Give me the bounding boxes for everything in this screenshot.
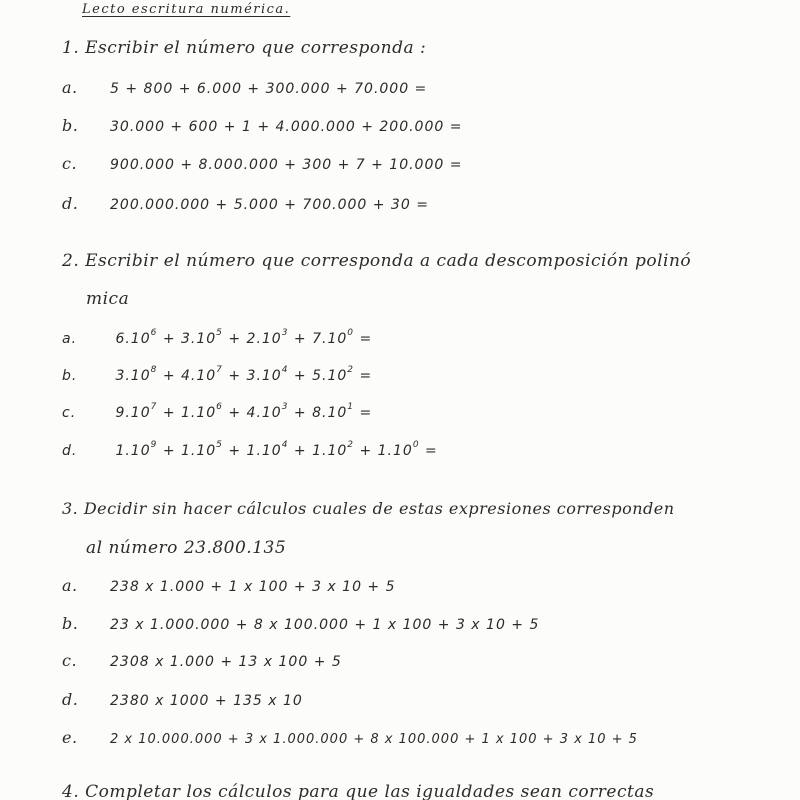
item-label: c. (62, 405, 77, 421)
section-2-item-b (62, 366, 372, 386)
term: + 1.10 (359, 443, 413, 459)
exponent: 9 (150, 440, 158, 450)
item-label: d. (62, 194, 79, 213)
item-expression: 2 x 10.000.000 + 3 x 1.000.000 + 8 x 100.000 + 1 x 100 + 3 x 10 + 5 (110, 732, 638, 747)
term: + 3.10 (228, 368, 282, 384)
section-3-item-c (62, 651, 342, 672)
item-label: d. (62, 443, 78, 459)
exponent: 5 (216, 440, 223, 450)
section-3-item-b (62, 614, 539, 635)
item-label: d. (62, 690, 79, 709)
equals-sign: = (359, 331, 373, 347)
exponent: 6 (216, 402, 223, 412)
item-label: a. (62, 576, 78, 595)
item-expression: 238 x 1.000 + 1 x 100 + 3 x 10 + 5 (110, 579, 396, 595)
exponent: 7 (150, 402, 158, 412)
term: + 1.10 (293, 443, 348, 459)
term: + 3.10 (162, 331, 217, 347)
exponent: 4 (281, 440, 289, 450)
term: + 5.10 (293, 368, 348, 384)
section-2-item-a (62, 329, 372, 349)
exponent: 2 (347, 440, 354, 450)
section-1-item-c (62, 154, 462, 175)
item-expression: 900.000 + 8.000.000 + 300 + 7 + 10.000 = (110, 157, 463, 173)
item-label: b. (62, 368, 78, 384)
section-3-item-a (62, 576, 396, 597)
term: + 8.10 (293, 405, 348, 421)
item-expression: 2308 x 1.000 + 13 x 100 + 5 (110, 654, 342, 670)
exponent: 4 (281, 365, 289, 375)
item-label: b. (62, 614, 79, 633)
exponent: 0 (412, 440, 420, 450)
equals-sign: = (359, 405, 373, 421)
term: + 4.10 (162, 368, 217, 384)
section-2-heading-line-1: 2. Escribir el número que corresponda a cada descomposición polinó (62, 251, 692, 271)
exponent: 3 (281, 402, 289, 412)
item-label: a. (62, 331, 78, 347)
exponent: 6 (150, 328, 158, 338)
term: 1.10 (115, 443, 151, 459)
item-label: c. (62, 154, 78, 173)
item-label: a. (62, 78, 78, 97)
section-1-item-b (62, 116, 462, 137)
section-3-item-d (62, 690, 303, 711)
exponent: 7 (216, 365, 223, 375)
section-3-heading-line-1: 3. Decidir sin hacer cálculos cuales de estas expresiones corresponden (62, 499, 675, 518)
section-1-item-a (62, 78, 427, 99)
exponent: 1 (347, 402, 354, 412)
page-title: Lecto escritura numérica. (82, 2, 291, 17)
term: + 2.10 (228, 331, 282, 347)
exponent: 8 (150, 365, 158, 375)
item-label: c. (62, 651, 78, 670)
item-label: e. (62, 728, 78, 747)
term: 9.10 (115, 405, 151, 421)
equals-sign: = (425, 443, 438, 459)
term: + 1.10 (162, 405, 217, 421)
item-expression: 30.000 + 600 + 1 + 4.000.000 + 200.000 = (110, 119, 463, 135)
item-expression: 200.000.000 + 5.000 + 700.000 + 30 = (110, 197, 429, 213)
section-2-heading-line-2: mica (86, 289, 130, 309)
section-3-item-e (62, 728, 638, 750)
exponent: 3 (281, 328, 289, 338)
item-expression: 23 x 1.000.000 + 8 x 100.000 + 1 x 100 + 3 x 10 + 5 (110, 617, 540, 633)
item-expression: 5 + 800 + 6.000 + 300.000 + 70.000 = (110, 81, 428, 97)
item-label: b. (62, 116, 79, 135)
exponent: 5 (216, 328, 223, 338)
term: + 7.10 (293, 331, 348, 347)
term: 3.10 (115, 368, 151, 384)
section-2-item-d (62, 441, 438, 461)
section-3-heading-line-2: al número 23.800.135 (86, 538, 287, 558)
exponent: 0 (347, 328, 354, 338)
section-1-heading: 1. Escribir el número que corresponda : (62, 38, 427, 58)
section-4-heading: 4. Completar los cálculos para que las igualdades sean correctas (62, 782, 655, 800)
exponent: 2 (347, 365, 354, 375)
item-expression: 2380 x 1000 + 135 x 10 (110, 693, 303, 709)
section-2-item-c (62, 403, 372, 423)
term: + 1.10 (228, 443, 282, 459)
term: + 1.10 (162, 443, 217, 459)
term: + 4.10 (228, 405, 282, 421)
section-1-item-d (62, 194, 429, 215)
equals-sign: = (359, 368, 373, 384)
term: 6.10 (115, 331, 151, 347)
